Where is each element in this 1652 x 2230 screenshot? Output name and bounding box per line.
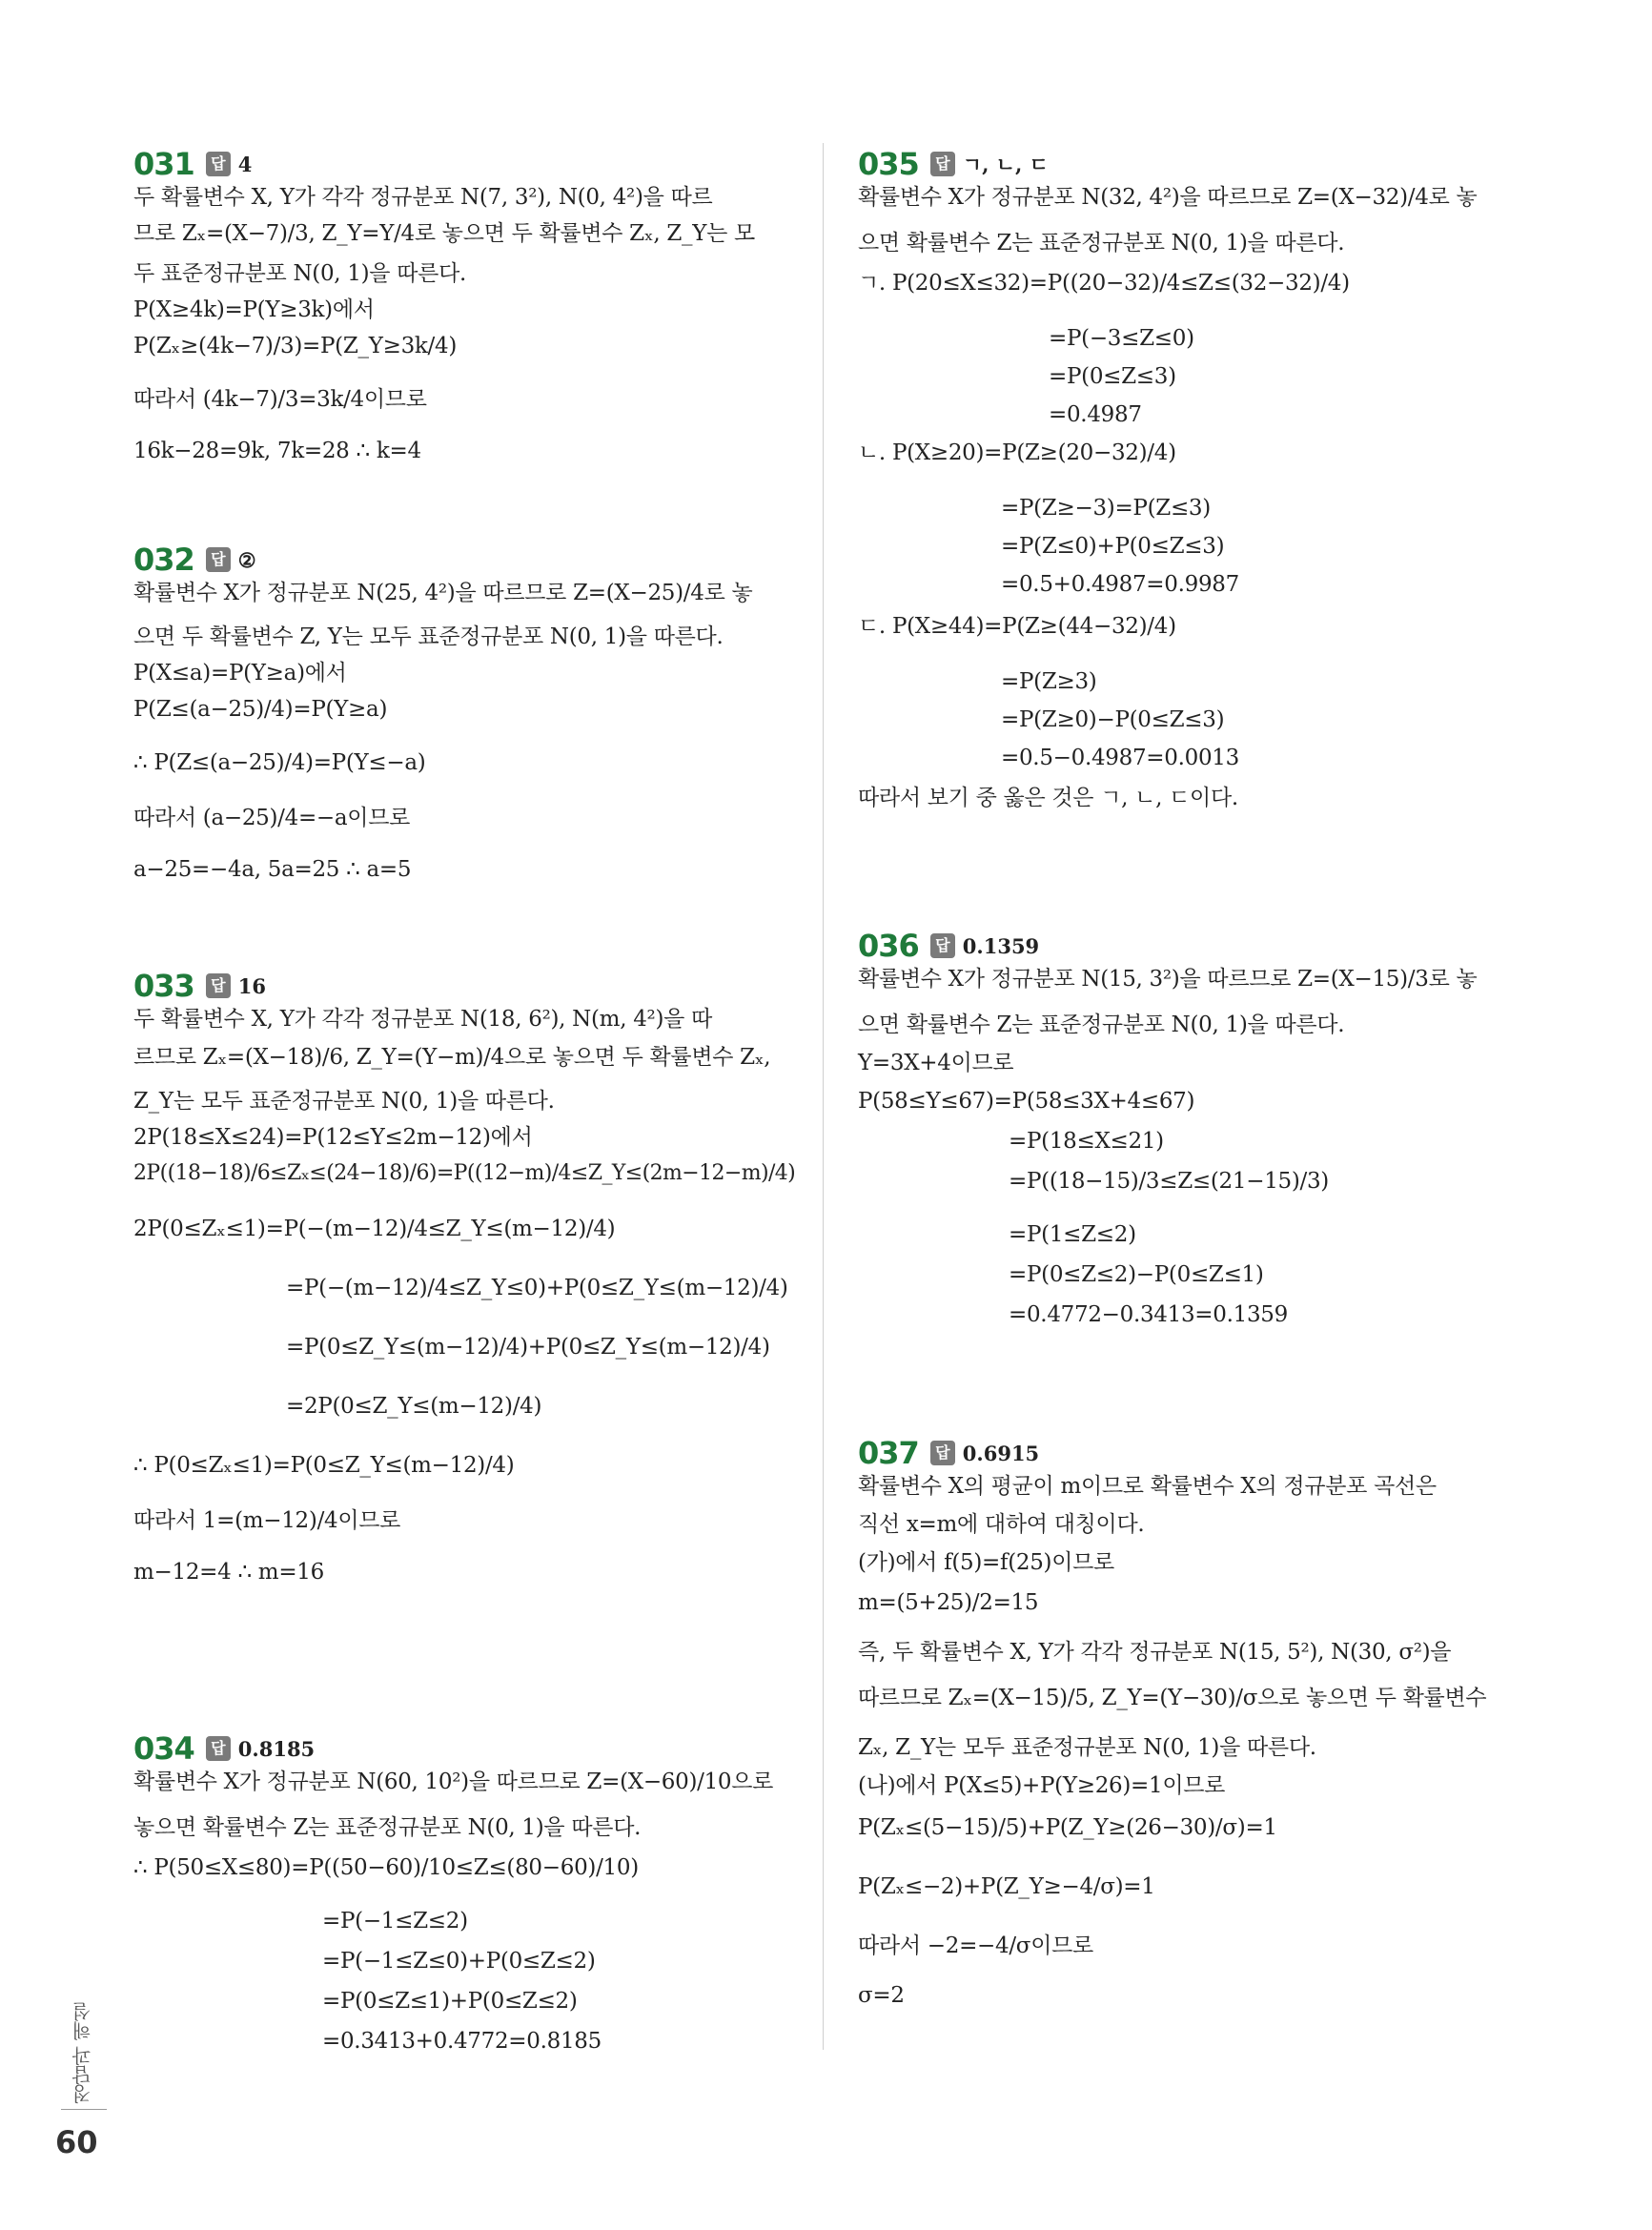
solution-line: =0.4987: [1049, 402, 1142, 427]
solution-line: =P(−1≤Z≤0)+P(0≤Z≤2): [322, 1949, 596, 1974]
solution-line: =0.4772−0.3413=0.1359: [1009, 1302, 1288, 1327]
solution-line: 2P(0≤Zₓ≤1)=P(−(m−12)/4≤Z_Y≤(m−12)/4): [133, 1217, 616, 1241]
solution-line: 따라서 보기 중 옳은 것은 ㄱ, ㄴ, ㄷ이다.: [858, 786, 1238, 810]
answer-badge: 답: [206, 973, 231, 998]
solution-line: =P(−1≤Z≤2): [322, 1909, 468, 1933]
solution-line: P(X≤a)=P(Y≥a)에서: [133, 661, 347, 685]
solution-line: 르므로 Zₓ=(X−18)/6, Z_Y=(Y−m)/4으로 놓으면 두 확률변수 Zₓ,: [133, 1045, 771, 1070]
solution-line: 16k−28=9k, 7k=28 ∴ k=4: [133, 439, 421, 463]
solution-line: Y=3X+4이므로: [858, 1051, 1014, 1075]
problem-number: 033: [133, 968, 194, 1004]
problem-answer: 16: [237, 973, 267, 998]
solution-line: =P(1≤Z≤2): [1009, 1222, 1136, 1247]
problem-037: [858, 1432, 1516, 2021]
solution-line: ㄱ. P(20≤X≤32)=P((20−32)/4≤Z≤(32−32)/4): [858, 271, 1350, 296]
solution-line: =P(0≤Z_Y≤(m−12)/4)+P(0≤Z_Y≤(m−12)/4): [286, 1335, 770, 1360]
problem-036: [858, 925, 1516, 1340]
solution-line: a−25=−4a, 5a=25 ∴ a=5: [133, 857, 412, 882]
solution-line: 확률변수 X가 정규분포 N(25, 4²)을 따르므로 Z=(X−25)/4로 놓: [133, 581, 753, 605]
footer-rule: [61, 2109, 107, 2110]
problem-header: [858, 1432, 1516, 1474]
solution-line: P(Zₓ≤−2)+P(Z_Y≥−4/σ)=1: [858, 1874, 1155, 1899]
answer-badge: 답: [206, 547, 231, 572]
problem-answer: ㄱ, ㄴ, ㄷ: [962, 153, 1049, 176]
solution-line: 으면 확률변수 Z는 표준정규분포 N(0, 1)을 따른다.: [858, 231, 1345, 256]
solution-line: P(Zₓ≥(4k−7)/3)=P(Z_Y≥3k/4): [133, 334, 458, 358]
answer-badge: 답: [206, 152, 231, 176]
solution-line: 확률변수 X의 평균이 m이므로 확률변수 X의 정규분포 곡선은: [858, 1474, 1437, 1499]
solution-line: 따라서 (4k−7)/3=3k/4이므로: [133, 387, 427, 412]
solution-line: P(X≥4k)=P(Y≥3k)에서: [133, 297, 375, 322]
solution-line: =P(Z≥3): [1001, 669, 1097, 694]
problem-header: [133, 539, 791, 581]
solution-line: ㄴ. P(X≥20)=P(Z≥(20−32)/4): [858, 440, 1176, 465]
solution-line: 두 확률변수 X, Y가 각각 정규분포 N(7, 3²), N(0, 4²)을 따르: [133, 185, 713, 210]
problem-034: [133, 1728, 791, 2067]
solution-line: P(58≤Y≤67)=P(58≤3X+4≤67): [858, 1089, 1195, 1114]
problem-header: [858, 925, 1516, 967]
problem-032: [133, 539, 791, 893]
solution-line: ∴ P(50≤X≤80)=P((50−60)/10≤Z≤(80−60)/10): [133, 1855, 639, 1880]
solution-line: =P(0≤Z≤2)−P(0≤Z≤1): [1009, 1262, 1264, 1287]
problem-header: [133, 143, 791, 185]
solution-line: =P(18≤X≤21): [1009, 1129, 1164, 1154]
solution-line: 즉, 두 확률변수 X, Y가 각각 정규분포 N(15, 5²), N(30, σ²)을: [858, 1640, 1452, 1665]
solution-line: P(Zₓ≤(5−15)/5)+P(Z_Y≥(26−30)/σ)=1: [858, 1815, 1277, 1840]
solution-line: =0.3413+0.4772=0.8185: [322, 2029, 602, 2054]
problem-answer: 4: [237, 152, 253, 176]
problem-header: [133, 1728, 791, 1770]
solution-line: P(Z≤(a−25)/4)=P(Y≥a): [133, 697, 388, 722]
problem-number: 036: [858, 928, 919, 964]
solution-line: =2P(0≤Z_Y≤(m−12)/4): [286, 1394, 542, 1419]
problem-031: [133, 143, 791, 475]
solution-line: 직선 x=m에 대하여 대칭이다.: [858, 1512, 1145, 1537]
problem-number: 031: [133, 146, 194, 182]
solution-line: =P(−(m−12)/4≤Z_Y≤0)+P(0≤Z_Y≤(m−12)/4): [286, 1276, 788, 1300]
problem-answer: 0.8185: [237, 1736, 316, 1761]
solution-line: 확률변수 X가 정규분포 N(15, 3²)을 따르므로 Z=(X−15)/3로 놓: [858, 967, 1478, 992]
problem-number: 032: [133, 542, 194, 578]
solution-line: 두 확률변수 X, Y가 각각 정규분포 N(18, 6²), N(m, 4²)을 따: [133, 1007, 712, 1032]
solution-line: ㄷ. P(X≥44)=P(Z≥(44−32)/4): [858, 614, 1176, 639]
solution-line: 확률변수 X가 정규분포 N(32, 4²)을 따르므로 Z=(X−32)/4로 놓: [858, 185, 1478, 210]
solution-line: 2P(18≤X≤24)=P(12≤Y≤2m−12)에서: [133, 1125, 533, 1150]
solution-line: (나)에서 P(X≤5)+P(Y≥26)=1이므로: [858, 1773, 1226, 1798]
solution-line: σ=2: [858, 1983, 905, 2008]
problem-number: 035: [858, 146, 919, 182]
answer-badge: 답: [930, 1441, 955, 1465]
solution-line: ∴ P(0≤Zₓ≤1)=P(0≤Z_Y≤(m−12)/4): [133, 1453, 515, 1478]
solution-line: =0.5+0.4987=0.9987: [1001, 572, 1239, 597]
solution-line: =P(Z≤0)+P(0≤Z≤3): [1001, 534, 1225, 559]
solution-line: =P(0≤Z≤1)+P(0≤Z≤2): [322, 1989, 578, 2014]
solution-line: =P(Z≥−3)=P(Z≤3): [1001, 496, 1211, 521]
answer-badge: 답: [930, 152, 955, 176]
solution-line: ∴ P(Z≤(a−25)/4)=P(Y≤−a): [133, 750, 426, 775]
solution-line: =0.5−0.4987=0.0013: [1001, 746, 1239, 770]
answer-badge: 답: [930, 933, 955, 958]
problem-answer: 0.1359: [962, 933, 1040, 958]
solution-line: 므로 Zₓ=(X−7)/3, Z_Y=Y/4로 놓으면 두 확률변수 Zₓ, Z_Y는 모: [133, 221, 755, 246]
solution-line: 따라서 1=(m−12)/4이므로: [133, 1508, 401, 1533]
solution-line: 으면 두 확률변수 Z, Y는 모두 표준정규분포 N(0, 1)을 따른다.: [133, 624, 724, 649]
solution-line: 으면 확률변수 Z는 표준정규분포 N(0, 1)을 따른다.: [858, 1013, 1345, 1037]
solution-line: =P(−3≤Z≤0): [1049, 326, 1194, 351]
column-divider: [823, 143, 824, 2050]
solution-line: m−12=4 ∴ m=16: [133, 1560, 324, 1585]
solution-line: =P(0≤Z≤3): [1049, 364, 1176, 389]
solution-line: Zₓ, Z_Y는 모두 표준정규분포 N(0, 1)을 따른다.: [858, 1735, 1316, 1760]
solution-line: =P(Z≥0)−P(0≤Z≤3): [1001, 707, 1225, 732]
solution-line: 놓으면 확률변수 Z는 표준정규분포 N(0, 1)을 따른다.: [133, 1815, 642, 1840]
solution-line: 두 표준정규분포 N(0, 1)을 따른다.: [133, 261, 467, 286]
solution-line: 따라서 (a−25)/4=−a이므로: [133, 806, 411, 830]
problem-033: [133, 965, 796, 1596]
solution-line: 확률변수 X가 정규분포 N(60, 10²)을 따르므로 Z=(X−60)/10으로: [133, 1770, 774, 1794]
solution-line: Z_Y는 모두 표준정규분포 N(0, 1)을 따른다.: [133, 1089, 555, 1114]
problem-answer: 0.6915: [962, 1441, 1040, 1465]
problem-number: 037: [858, 1435, 919, 1471]
page-number: 60: [55, 2124, 98, 2160]
solution-line: (가)에서 f(5)=f(25)이므로: [858, 1550, 1114, 1575]
solution-line: 2P((18−18)/6≤Zₓ≤(24−18)/6)=P((12−m)/4≤Z_Y≤(2m−12−m)/4): [133, 1161, 796, 1185]
problem-header: [133, 965, 791, 1007]
solution-line: 따라서 −2=−4/σ이므로: [858, 1933, 1093, 1958]
section-label: 정답과 해설: [71, 2002, 94, 2104]
answer-badge: 답: [206, 1736, 231, 1761]
problem-035: [858, 143, 1516, 824]
solution-line: 따르므로 Zₓ=(X−15)/5, Z_Y=(Y−30)/σ으로 놓으면 두 확률변수: [858, 1686, 1487, 1710]
problem-header: [858, 143, 1516, 185]
problem-answer: ②: [237, 547, 256, 572]
solution-line: =P((18−15)/3≤Z≤(21−15)/3): [1009, 1169, 1329, 1194]
problem-number: 034: [133, 1730, 194, 1767]
solution-line: m=(5+25)/2=15: [858, 1590, 1039, 1615]
